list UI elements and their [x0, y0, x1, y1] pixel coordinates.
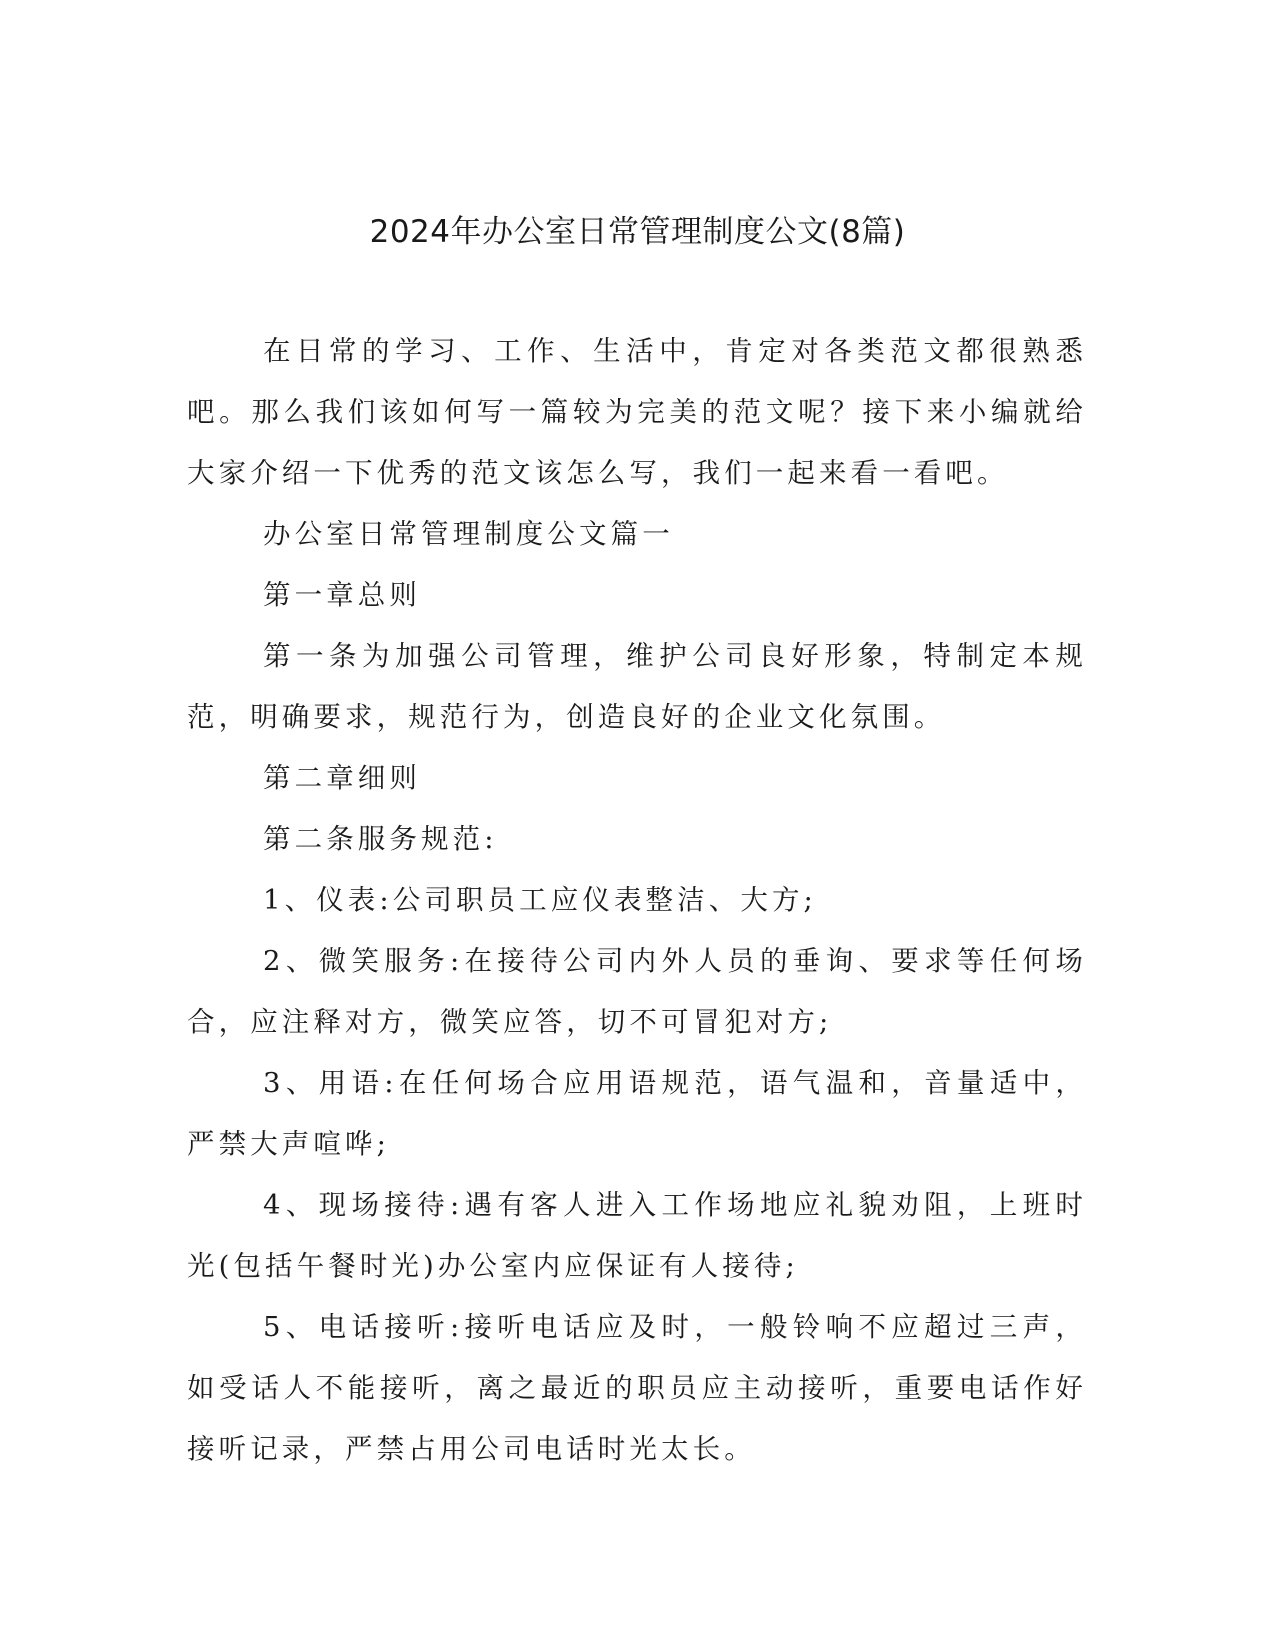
list-item: 5、电话接听:接听电话应及时，一般铃响不应超过三声，如受话人不能接听，离之最近的职员应主动接听，重要电话作好接听记录，严禁占用公司电话时光太长。 [187, 1311, 1087, 1465]
document-body [187, 321, 1087, 1480]
article-heading: 第二条服务规范: [263, 823, 498, 855]
article-paragraph: 第一条为加强公司管理，维护公司良好形象，特制定本规范，明确要求，规范行为，创造良好的企业文化氛围。 [187, 640, 1087, 733]
chapter-heading: 第二章细则 [263, 762, 421, 794]
list-item: 1、仪表:公司职员工应仪表整洁、大方; [263, 884, 817, 916]
list-item: 2、微笑服务:在接待公司内外人员的垂询、要求等任何场合，应注释对方，微笑应答，切不可冒犯对方; [187, 945, 1087, 1038]
chapter-heading: 第一章总则 [263, 579, 421, 611]
document-title: 2024年办公室日常管理制度公文(8篇) [369, 214, 906, 250]
list-item: 3、用语:在任何场合应用语规范，语气温和，音量适中，严禁大声喧哗; [187, 1067, 1087, 1160]
intro-paragraph: 在日常的学习、工作、生活中，肯定对各类范文都很熟悉吧。那么我们该如何写一篇较为完美的范文呢？接下来小编就给大家介绍一下优秀的范文该怎么写，我们一起来看一看吧。 [187, 335, 1087, 489]
list-item: 4、现场接待:遇有客人进入工作场地应礼貌劝阻，上班时光(包括午餐时光)办公室内应保证有人接待; [187, 1189, 1087, 1282]
section-heading: 办公室日常管理制度公文篇一 [263, 518, 674, 550]
